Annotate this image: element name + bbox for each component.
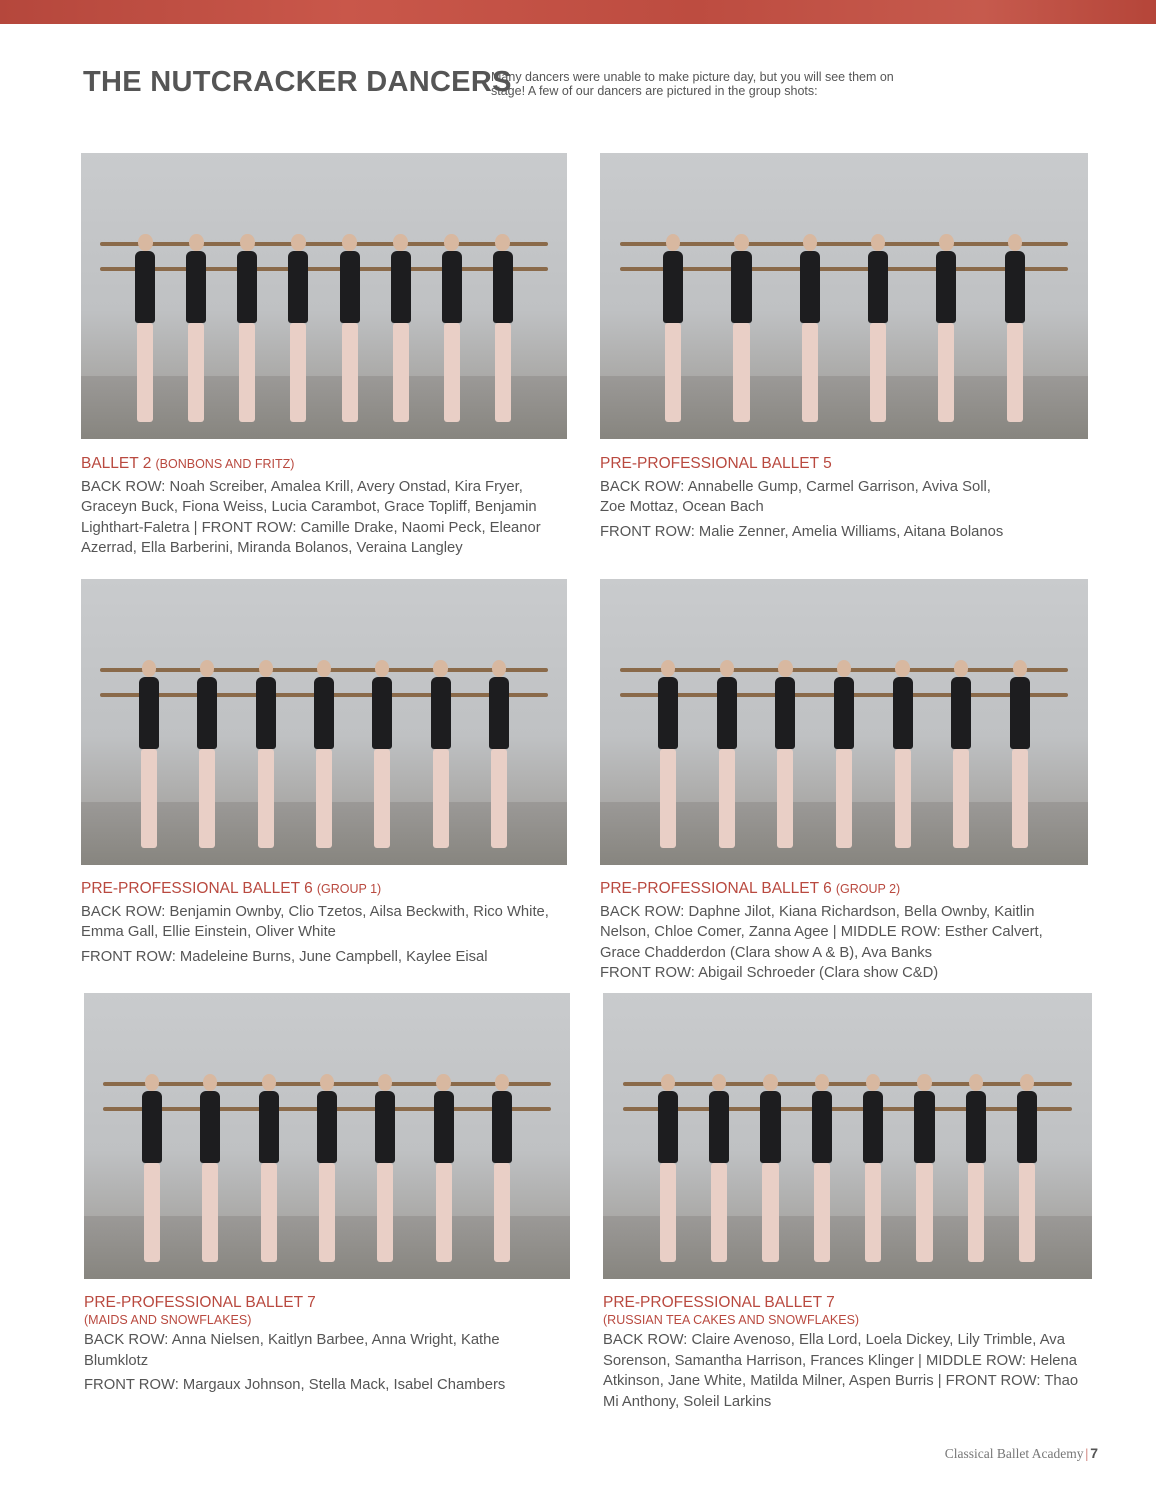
roster-back-row: BACK ROW: Anna Nielsen, Kaitlyn Barbee, Anna Wright, Kathe Blumklotz <box>84 1332 500 1369</box>
roster-front-row: FRONT ROW: Margaux Johnson, Stella Mack, Isabel Chambers <box>84 1377 506 1393</box>
group-photo-ballet-5 <box>600 153 1088 439</box>
group-photo-ballet-2 <box>81 153 567 439</box>
class-subtitle: (RUSSIAN TEA CAKES AND SNOWFLAKES) <box>603 1313 860 1327</box>
group-photo-ballet-7-tea-cakes <box>603 993 1092 1279</box>
footer-separator: | <box>1085 1446 1089 1461</box>
caption-ballet-7-tea-cakes <box>603 1293 1091 1416</box>
caption-ballet-6-group-1 <box>81 879 571 971</box>
group-photo-ballet-6-group-1 <box>81 579 567 865</box>
roster-back-row: BACK ROW: Annabelle Gump, Carmel Garrison, Aviva Soll, Zoe Mottaz, Ocean Bach <box>600 478 991 515</box>
caption-ballet-7-maids <box>84 1293 524 1400</box>
roster-front-row: FRONT ROW: Madeleine Burns, June Campbell, Kaylee Eisal <box>81 948 488 965</box>
class-name: PRE-PROFESSIONAL BALLET 6 <box>600 880 832 897</box>
caption-ballet-5 <box>600 454 1020 546</box>
top-color-band <box>0 0 1156 24</box>
class-name: PRE-PROFESSIONAL BALLET 7 <box>603 1294 835 1311</box>
caption-ballet-6-group-2 <box>600 879 1070 988</box>
class-name: BALLET 2 <box>81 455 152 472</box>
roster-front-row: FRONT ROW: Abigail Schroeder (Clara show C&D) <box>600 965 939 981</box>
page-footer <box>945 1445 1098 1462</box>
roster-back-row: BACK ROW: Benjamin Ownby, Clio Tzetos, Ailsa Beckwith, Rico White, Emma Gall, Ellie Einstein, Oliver White <box>81 903 549 940</box>
group-photo-ballet-7-maids <box>84 993 570 1279</box>
publication-name: Classical Ballet Academy <box>944 1446 1084 1461</box>
roster-text: BACK ROW: Noah Screiber, Amalea Krill, Avery Onstad, Kira Fryer, Graceyn Buck, Fiona Weiss, Lucia Carambot, Grace Topliff, Benjamin Lighthart-Faletra | FRONT ROW: Camille Drake, Naomi Peck, Eleanor Azerrad, Ella Barberini, Miranda Bolanos, Veraina Langley <box>81 478 541 556</box>
page-title: THE NUTCRACKER DANCERS <box>83 66 512 98</box>
class-subtitle: (GROUP 2) <box>835 882 901 896</box>
roster-front-row: FRONT ROW: Malie Zenner, Amelia Williams, Aitana Bolanos <box>600 523 1004 540</box>
class-name: PRE-PROFESSIONAL BALLET 5 <box>600 455 832 472</box>
roster-back-middle-rows: BACK ROW: Daphne Jilot, Kiana Richardson, Bella Ownby, Kaitlin Nelson, Chloe Comer, Zanna Agee | MIDDLE ROW: Esther Calvert, Grace Chadderdon (Clara show A & B), Ava Banks <box>600 903 1043 961</box>
class-subtitle: (GROUP 1) <box>316 882 382 896</box>
intro-text: Many dancers were unable to make picture day, but you will see them on stage! A few of our dancers are pictured in the group shots: <box>491 70 894 98</box>
class-subtitle: (BONBONS AND FRITZ) <box>155 457 295 471</box>
caption-ballet-2 <box>81 454 571 563</box>
class-subtitle: (MAIDS AND SNOWFLAKES) <box>84 1313 252 1327</box>
class-name: PRE-PROFESSIONAL BALLET 6 <box>81 880 313 897</box>
class-name: PRE-PROFESSIONAL BALLET 7 <box>84 1294 316 1311</box>
group-photo-ballet-6-group-2 <box>600 579 1088 865</box>
page-number: 7 <box>1090 1445 1098 1461</box>
roster-text: BACK ROW: Claire Avenoso, Ella Lord, Loela Dickey, Lily Trimble, Ava Sorenson, Samantha Harrison, Frances Klinger | MIDDLE ROW: Helena Atkinson, Jane White, Matilda Milner, Aspen Burris | FRONT ROW: Thao Mi Anthony, Soleil Larkins <box>603 1332 1079 1410</box>
